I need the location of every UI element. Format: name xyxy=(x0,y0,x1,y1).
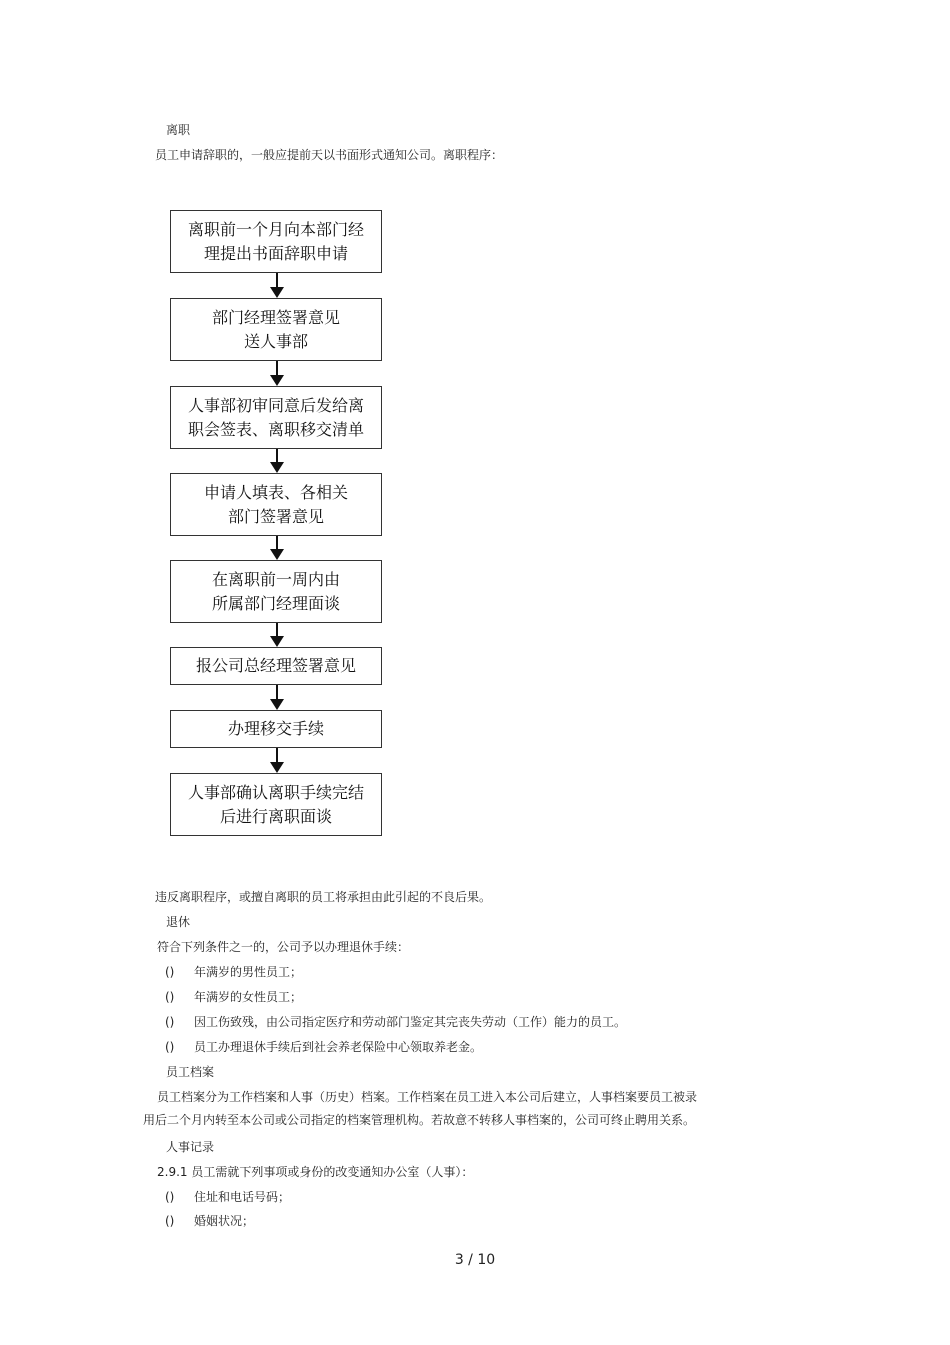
flow-step-5 xyxy=(170,560,382,623)
flow-step-2-line-2: 送人事部 xyxy=(243,331,308,351)
retire-item-3-marker: () xyxy=(165,1015,175,1029)
retire-item-3: 因工伤致残，由公司指定医疗和劳动部门鉴定其完丧失劳动（工作）能力的员工。 xyxy=(194,1015,627,1029)
records-item-2-marker: () xyxy=(165,1214,175,1228)
flow-step-8 xyxy=(170,773,382,836)
archive-line-1: 员工档案分为工作档案和人事（历史）档案。工作档案在员工进入本公司后建立，人事档案要员工被录 xyxy=(157,1090,698,1104)
retire-item-4: 员工办理退休手续后到社会养老保险中心领取养老金。 xyxy=(194,1040,483,1054)
flow-step-2-line-1: 部门经理签署意见 xyxy=(211,307,340,327)
section-heading-leave: 离职 xyxy=(166,123,191,137)
flow-step-2 xyxy=(170,298,382,361)
retire-item-1-marker: () xyxy=(165,965,175,979)
flow-arrow-1 xyxy=(276,273,278,288)
flow-arrow-2 xyxy=(276,361,278,376)
retire-item-2-marker: () xyxy=(165,990,175,1004)
flow-step-4-line-1: 申请人填表、各相关 xyxy=(203,482,348,502)
page-number: 3 / 10 xyxy=(454,1252,496,1268)
leave-consequence: 违反离职程序，或擅自离职的员工将承担由此引起的不良后果。 xyxy=(155,890,492,904)
records-item-2: 婚姻状况； xyxy=(194,1214,255,1228)
retire-item-2: 年满岁的女性员工； xyxy=(194,990,303,1004)
flow-step-3-line-2: 职会签表、离职移交清单 xyxy=(187,419,364,439)
section-heading-retire: 退休 xyxy=(166,915,191,929)
flow-step-4 xyxy=(170,473,382,536)
retire-intro: 符合下列条件之一的，公司予以办理退休手续： xyxy=(157,940,410,954)
flow-step-8-line-2: 后进行离职面谈 xyxy=(219,806,332,826)
records-item-1: 住址和电话号码； xyxy=(194,1190,291,1204)
flow-step-3-line-1: 人事部初审同意后发给离 xyxy=(187,395,364,415)
flow-arrow-3 xyxy=(276,449,278,463)
section-heading-archive: 员工档案 xyxy=(166,1065,215,1079)
flow-step-5-line-2: 所属部门经理面谈 xyxy=(211,593,340,613)
archive-line-2: 用后二个月内转至本公司或公司指定的档案管理机构。若故意不转移人事档案的，公司可终止聘用关系。 xyxy=(143,1113,696,1127)
flow-step-1-line-1: 离职前一个月向本部门经 xyxy=(187,219,364,239)
section-heading-records: 人事记录 xyxy=(166,1140,215,1154)
flow-step-3 xyxy=(170,386,382,449)
flow-arrow-5 xyxy=(276,623,278,637)
flow-arrow-7 xyxy=(276,748,278,763)
flow-step-8-line-1: 人事部确认离职手续完结 xyxy=(187,782,364,802)
retire-item-4-marker: () xyxy=(165,1040,175,1054)
flow-arrow-4 xyxy=(276,536,278,550)
records-item-1-marker: () xyxy=(165,1190,175,1204)
flow-step-1 xyxy=(170,210,382,273)
flow-step-1-line-2: 理提出书面辞职申请 xyxy=(203,243,348,263)
retire-item-1: 年满岁的男性员工； xyxy=(194,965,303,979)
leave-intro: 员工申请辞职的，一般应提前天以书面形式通知公司。离职程序： xyxy=(155,148,504,162)
flow-step-7 xyxy=(170,710,382,748)
flow-step-6-line-1: 报公司总经理签署意见 xyxy=(195,656,356,675)
flow-step-6 xyxy=(170,647,382,685)
flow-step-4-line-2: 部门签署意见 xyxy=(227,506,324,526)
records-clause: 2.9.1 员工需就下列事项或身份的改变通知办公室（人事）： xyxy=(157,1165,474,1179)
flow-step-5-line-1: 在离职前一周内由 xyxy=(211,569,340,589)
flow-step-7-line-1: 办理移交手续 xyxy=(227,719,324,738)
flow-arrow-6 xyxy=(276,685,278,700)
